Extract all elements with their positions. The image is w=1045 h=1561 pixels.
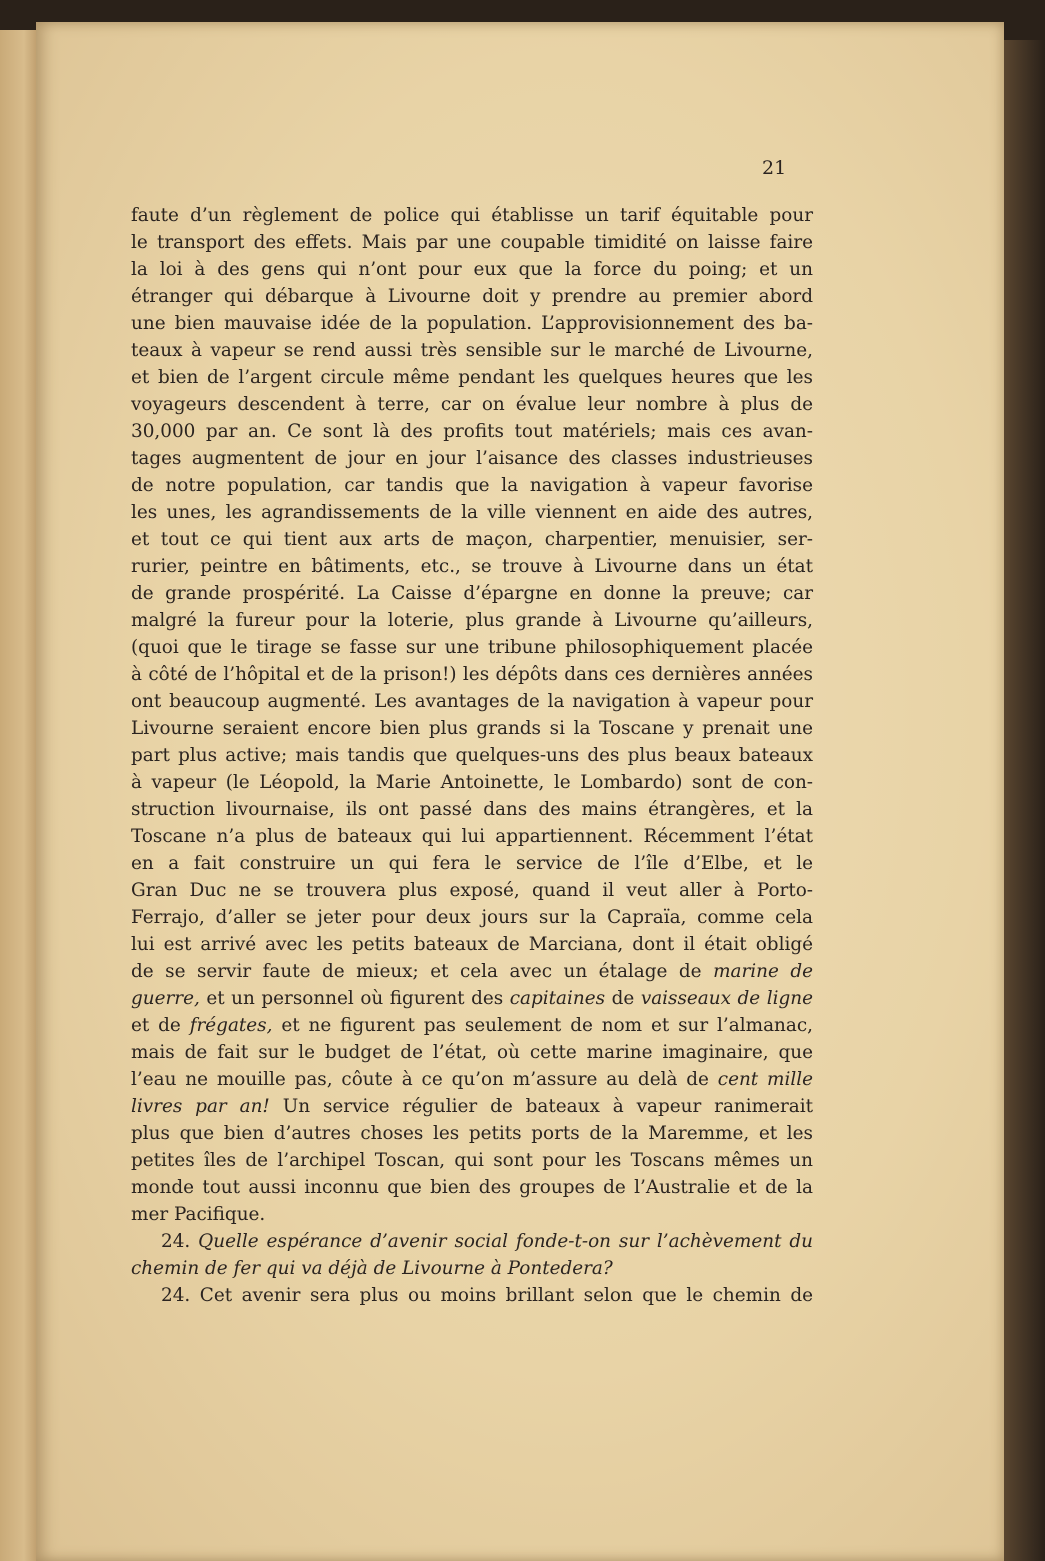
text-segment: struction livournaise, ils ont passé dans des mains étrangères, et la	[131, 799, 813, 820]
text-line	[131, 1282, 813, 1309]
text-segment: et un personnel où figurent des	[199, 988, 510, 1009]
italic-text: chemin de fer qui va déjà de Livourne à Pontedera?	[131, 1258, 613, 1279]
text-line	[131, 310, 813, 337]
text-line	[131, 1174, 813, 1201]
text-line	[131, 256, 813, 283]
text-line	[131, 607, 813, 634]
text-segment: ont beaucoup augmenté. Les avantages de la navigation à vapeur pour	[131, 691, 813, 712]
text-segment: étranger qui débarque à Livourne doit y prendre au premier abord	[131, 286, 813, 307]
text-segment: rurier, peintre en bâtiments, etc., se trouve à Livourne dans un état	[131, 556, 813, 577]
text-segment: (quoi que le tirage se fasse sur une tribune philosophiquement placée	[131, 637, 813, 658]
facing-page-edge	[0, 30, 40, 1561]
text-segment: mais de fait sur le budget de l’état, où cette marine imaginaire, que	[131, 1042, 813, 1063]
text-segment: 24. Cet avenir sera plus ou moins brillant selon que le chemin de	[161, 1285, 813, 1306]
text-segment: 24.	[161, 1231, 199, 1252]
text-segment: de grande prospérité. La Caisse d’épargne en donne la preuve; car	[131, 583, 813, 604]
italic-text: Quelle espérance d’avenir social fonde-t-on sur l’achèvement du	[198, 1231, 813, 1252]
text-segment: de se servir faute de mieux; et cela avec un étalage de	[131, 961, 714, 982]
text-segment: Un service régulier de bateaux à vapeur ranimerait	[269, 1096, 813, 1117]
italic-text: cent mille	[717, 1069, 813, 1090]
body-text	[131, 202, 813, 1309]
text-line	[131, 1147, 813, 1174]
text-line	[131, 364, 813, 391]
text-segment: et bien de l’argent circule même pendant les quelques heures que les	[131, 367, 813, 388]
text-segment: Gran Duc ne se trouvera plus exposé, quand il veut aller à Porto-	[131, 880, 813, 901]
text-line	[131, 553, 813, 580]
text-line	[131, 958, 813, 985]
text-line	[131, 499, 813, 526]
text-line	[131, 1255, 813, 1282]
text-segment: à côté de l’hôpital et de la prison!) les dépôts dans ces dernières années	[131, 664, 813, 685]
text-segment: Ferrajo, d’aller se jeter pour deux jours sur la Capraïa, comme cela	[131, 907, 813, 928]
text-line	[131, 445, 813, 472]
text-segment: voyageurs descendent à terre, car on évalue leur nombre à plus de	[131, 394, 813, 415]
text-line	[131, 526, 813, 553]
text-segment: 30,000 par an. Ce sont là des profits tout matériels; mais ces avan-	[131, 421, 813, 442]
text-line	[131, 472, 813, 499]
text-segment: la loi à des gens qui n’ont pour eux que la force du poing; et un	[131, 259, 813, 280]
text-line	[131, 1093, 813, 1120]
text-segment: les unes, les agrandissements de la ville viennent en aide des autres,	[131, 502, 813, 523]
text-line	[131, 742, 813, 769]
italic-text: marine de	[713, 961, 814, 982]
text-segment: mer Pacifique.	[131, 1204, 266, 1225]
text-line	[131, 715, 813, 742]
text-line	[131, 1039, 813, 1066]
text-line	[131, 850, 813, 877]
text-segment: Livourne seraient encore bien plus grands si la Toscane y prenait une	[131, 718, 813, 739]
text-line	[131, 337, 813, 364]
italic-text: capitaines	[509, 988, 606, 1009]
text-line	[131, 931, 813, 958]
text-segment: monde tout aussi inconnu que bien des groupes de l’Australie et de la	[131, 1177, 813, 1198]
text-line	[131, 796, 813, 823]
text-segment: petites îles de l’archipel Toscan, qui sont pour les Toscans mêmes un	[131, 1150, 813, 1171]
text-segment: plus que bien d’autres choses les petits ports de la Maremme, et les	[131, 1123, 813, 1144]
text-segment: et ne figurent pas seulement de nom et sur l’almanac,	[272, 1015, 813, 1036]
text-segment: le transport des effets. Mais par une coupable timidité on laisse faire	[131, 232, 813, 253]
page-shadow-edge	[1004, 40, 1045, 1561]
text-segment: Toscane n’a plus de bateaux qui lui appartiennent. Récemment l’état	[131, 826, 813, 847]
text-segment: et de	[131, 1015, 190, 1036]
text-segment: à vapeur (le Léopold, la Marie Antoinette, le Lombardo) sont de con-	[131, 772, 813, 793]
italic-text: guerre,	[131, 988, 200, 1009]
text-segment: tages augmentent de jour en jour l’aisance des classes industrieuses	[131, 448, 813, 469]
text-segment: malgré la fureur pour la loterie, plus grande à Livourne qu’ailleurs,	[131, 610, 813, 631]
text-line	[131, 985, 813, 1012]
text-line	[131, 823, 813, 850]
italic-text: livres par an!	[131, 1096, 270, 1117]
text-line	[131, 634, 813, 661]
text-segment: et tout ce qui tient aux arts de maçon, charpentier, menuisier, ser-	[131, 529, 813, 550]
text-line	[131, 1120, 813, 1147]
text-line	[131, 229, 813, 256]
text-segment: part plus active; mais tandis que quelques-uns des plus beaux bateaux	[131, 745, 813, 766]
text-line	[131, 391, 813, 418]
text-line	[131, 877, 813, 904]
text-line	[131, 661, 813, 688]
text-line	[131, 283, 813, 310]
text-line	[131, 1201, 813, 1228]
text-segment: teaux à vapeur se rend aussi très sensible sur le marché de Livourne,	[131, 340, 813, 361]
text-segment: l’eau ne mouille pas, côute à ce qu’on m’assure au delà de	[131, 1069, 718, 1090]
page-number: 21	[762, 157, 787, 179]
text-line	[131, 580, 813, 607]
text-line	[131, 1012, 813, 1039]
text-line	[131, 1228, 813, 1255]
text-line	[131, 202, 813, 229]
text-segment: en a fait construire un qui fera le service de l’île d’Elbe, et le	[131, 853, 813, 874]
text-line	[131, 418, 813, 445]
text-segment: de notre population, car tandis que la navigation à vapeur favorise	[131, 475, 813, 496]
italic-text: frégates,	[189, 1015, 273, 1036]
text-line	[131, 1066, 813, 1093]
text-segment: de	[605, 988, 641, 1009]
text-line	[131, 688, 813, 715]
text-segment: faute d’un règlement de police qui établisse un tarif équitable pour	[131, 205, 813, 226]
italic-text: vaisseaux de ligne	[640, 988, 813, 1009]
text-line	[131, 904, 813, 931]
text-segment: une bien mauvaise idée de la population. L’approvisionnement des ba-	[131, 313, 813, 334]
text-line	[131, 769, 813, 796]
text-segment: lui est arrivé avec les petits bateaux de Marciana, dont il était obligé	[131, 934, 813, 955]
